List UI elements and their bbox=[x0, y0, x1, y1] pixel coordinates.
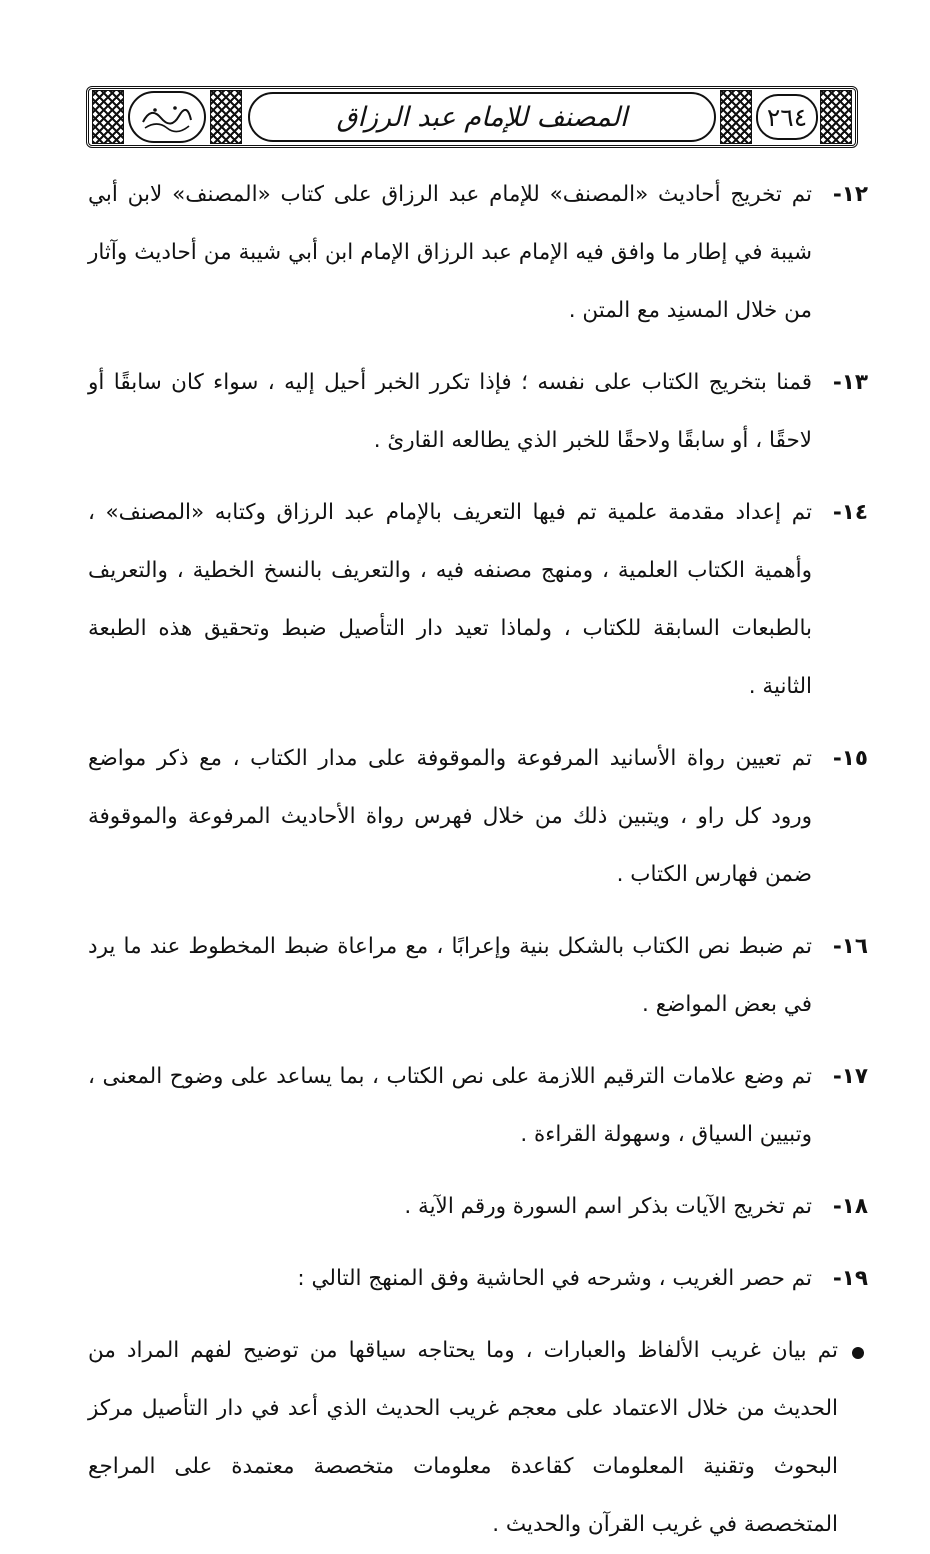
item-text: تم تعيين رواة الأسانيد المرفوعة والموقوفة على مدار الكتاب ، مع ذكر مواضع ورود كل راو ، ويتبين ذلك من خلال فهرس رواة الأحاديث المرفوعة والموقوفة ضمن فهارس الكتاب . bbox=[88, 746, 812, 887]
item-text: تم وضع علامات الترقيم اللازمة على نص الكتاب ، بما يساعد على وضوح المعنى ، وتبيين السياق ، وسهولة القراءة . bbox=[88, 1064, 812, 1147]
header-ornament-icon bbox=[820, 90, 852, 144]
header-ornament-icon bbox=[720, 90, 752, 144]
running-header bbox=[86, 86, 858, 148]
item-text: قمنا بتخريج الكتاب على نفسه ؛ فإذا تكرر الخبر أحيل إليه ، سواء كان سابقًا أو لاحقًا ، أو سابقًا ولاحقًا للخبر الذي يطالعه القارئ . bbox=[88, 370, 812, 453]
item-text: تم إعداد مقدمة علمية تم فيها التعريف بالإمام عبد الرزاق وكتابه «المصنف» ، وأهمية الكتاب العلمية ، ومنهج مصنفه فيه ، والتعريف بالنسخ الخطية ، والتعريف بالطبعات السابقة للكتاب ، ولماذا تعيد دار التأصيل ضبط وتحقيق هذه الطبعة الثانية . bbox=[88, 500, 812, 699]
item-text: تم ضبط نص الكتاب بالشكل بنية وإعرابًا ، مع مراعاة ضبط المخطوط عند ما يرد في بعض المواضع . bbox=[88, 934, 812, 1017]
item-number: ١٦- bbox=[832, 934, 868, 959]
numbered-item bbox=[88, 918, 868, 1034]
header-ornament-icon bbox=[210, 90, 242, 144]
item-number: ١٣- bbox=[832, 370, 868, 395]
item-text: تم تخريج الآيات بذكر اسم السورة ورقم الآية . bbox=[404, 1194, 812, 1219]
item-text: تم حصر الغريب ، وشرحه في الحاشية وفق المنهج التالي : bbox=[297, 1266, 812, 1291]
item-number: ١٥- bbox=[832, 746, 868, 771]
item-number: ١٤- bbox=[832, 500, 868, 525]
item-text: تم تخريج أحاديث «المصنف» للإمام عبد الرزاق على كتاب «المصنف» لابن أبي شيبة في إطار ما وافق فيه الإمام عبد الرزاق الإمام ابن أبي شيبة من أحاديث وآثار من خلال المسنِد مع المتن . bbox=[88, 182, 812, 323]
numbered-item bbox=[88, 354, 868, 470]
running-title: المصنف للإمام عبد الرزاق bbox=[336, 101, 628, 133]
item-number: ١٢- bbox=[832, 182, 868, 207]
numbered-item bbox=[88, 730, 868, 904]
numbered-item bbox=[88, 1178, 868, 1236]
numbered-item bbox=[88, 166, 868, 340]
header-ornament-icon bbox=[92, 90, 124, 144]
header-title-box bbox=[248, 92, 716, 142]
numbered-item bbox=[88, 1250, 868, 1308]
bullet-dot-icon bbox=[852, 1347, 864, 1359]
bullet-text: تم بيان غريب الألفاظ والعبارات ، وما يحتاجه سياقها من توضيح لفهم المراد من الحديث من خلال الاعتماد على معجم غريب الحديث الذي أعد في دار التأصيل مركز البحوث وتقنية المعلومات كقاعدة معلومات متخصصة معتمدة على المراجع المتخصصة في غريب القرآن والحديث . bbox=[88, 1338, 838, 1537]
bullet-item bbox=[88, 1322, 868, 1554]
page-number-box bbox=[756, 94, 818, 140]
item-number: ١٨- bbox=[832, 1194, 868, 1219]
page-body-text bbox=[88, 166, 868, 1554]
page-number: ٢٦٤ bbox=[766, 102, 808, 132]
numbered-item bbox=[88, 1048, 868, 1164]
item-number: ١٩- bbox=[832, 1266, 868, 1291]
numbered-item bbox=[88, 484, 868, 716]
item-number: ١٧- bbox=[832, 1064, 868, 1089]
book-title-seal-icon bbox=[128, 91, 206, 143]
